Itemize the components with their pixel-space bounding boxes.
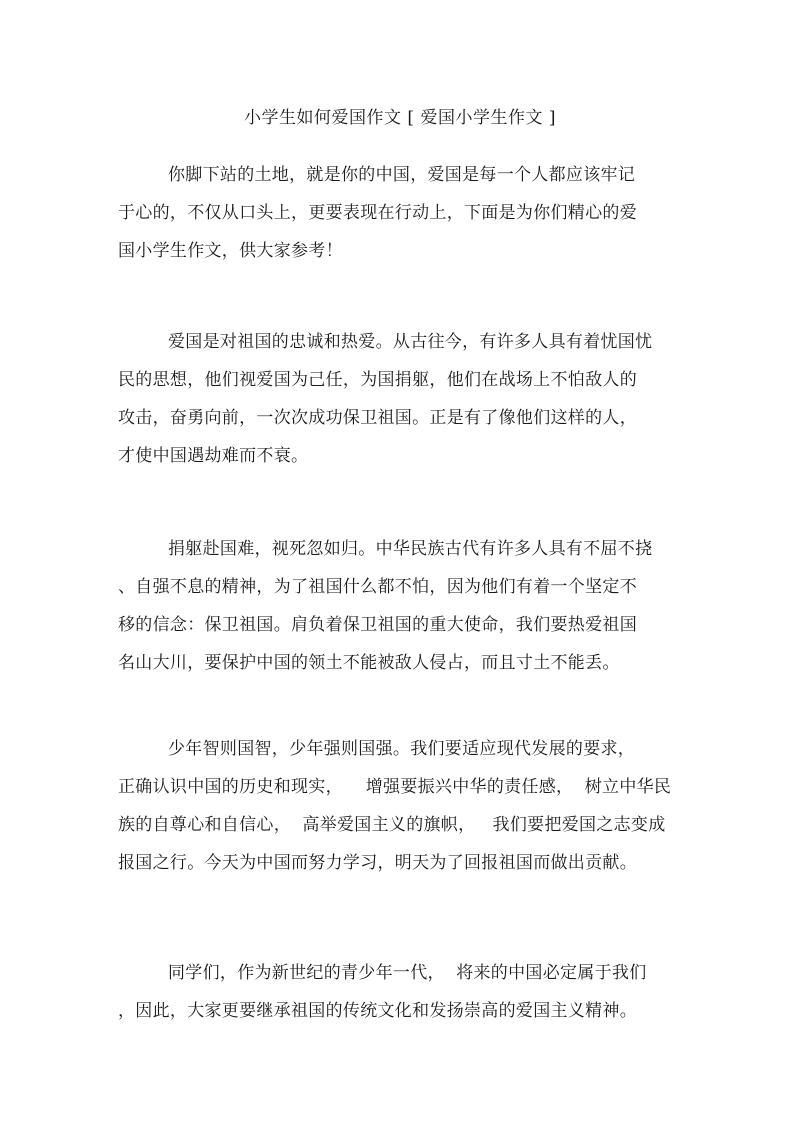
paragraph-line: 才使中国遇劫难而不衰。 xyxy=(118,446,309,466)
paragraph-line: 移的信念：保卫祖国。肩负着保卫祖国的重大使命，我们要热爱祖国 xyxy=(118,615,637,635)
document-title: 小学生如何爱国作文 [ 爱国小学生作文 ] xyxy=(244,108,556,128)
paragraph-line: 少年智则国智，少年强则国强。我们要适应现代发展的要求， xyxy=(168,739,636,759)
paragraph-line: 同学们，作为新世纪的青少年一代， 将来的中国必定属于我们 xyxy=(168,963,647,983)
paragraph-line: 捐躯赴国难，视死忽如归。中华民族古代有许多人具有不屈不挠 xyxy=(168,539,653,559)
paragraph-line: 你脚下站的土地，就是你的中国，爱国是每一个人都应该牢记 xyxy=(168,165,636,185)
paragraph-line: 攻击，奋勇向前，一次次成功保卫祖国。正是有了像他们这样的人， xyxy=(118,408,637,428)
paragraph-2 xyxy=(118,323,698,475)
paragraph-1 xyxy=(118,156,698,270)
paragraph-3 xyxy=(118,530,698,682)
paragraph-line: 报国之行。今天为中国而努力学习，明天为了回报祖国而做出贡献。 xyxy=(118,853,637,873)
paragraph-line: 族的自尊心和自信心， 高举爱国主义的旗帜， 我们要把爱国之志变成 xyxy=(118,815,666,835)
paragraph-5 xyxy=(118,954,698,1030)
paragraph-line: 民的思想，他们视爱国为己任，为国捐躯，他们在战场上不怕敌人的 xyxy=(118,370,637,390)
paragraph-line: 、自强不息的精神，为了祖国什么都不怕，因为他们有着一个坚定不 xyxy=(118,577,637,597)
paragraph-line: 名山大川，要保护中国的领土不能被敌人侵占，而且寸土不能丢。 xyxy=(118,653,620,673)
paragraph-line: 于心的，不仅从口头上，更要表现在行动上，下面是为你们精心的爱 xyxy=(118,203,637,223)
paragraph-4 xyxy=(118,730,698,882)
paragraph-line: ，因此，大家更要继承祖国的传统文化和发扬崇高的爱国主义精神。 xyxy=(118,1001,637,1021)
paragraph-line: 国小学生作文，供大家参考！ xyxy=(118,241,343,261)
paragraph-line: 爱国是对祖国的忠诚和热爱。从古往今，有许多人具有着忧国忧 xyxy=(168,332,653,352)
paragraph-line: 正确认识中国的历史和现实， 增强要振兴中华的责任感， 树立中华民 xyxy=(118,777,672,797)
